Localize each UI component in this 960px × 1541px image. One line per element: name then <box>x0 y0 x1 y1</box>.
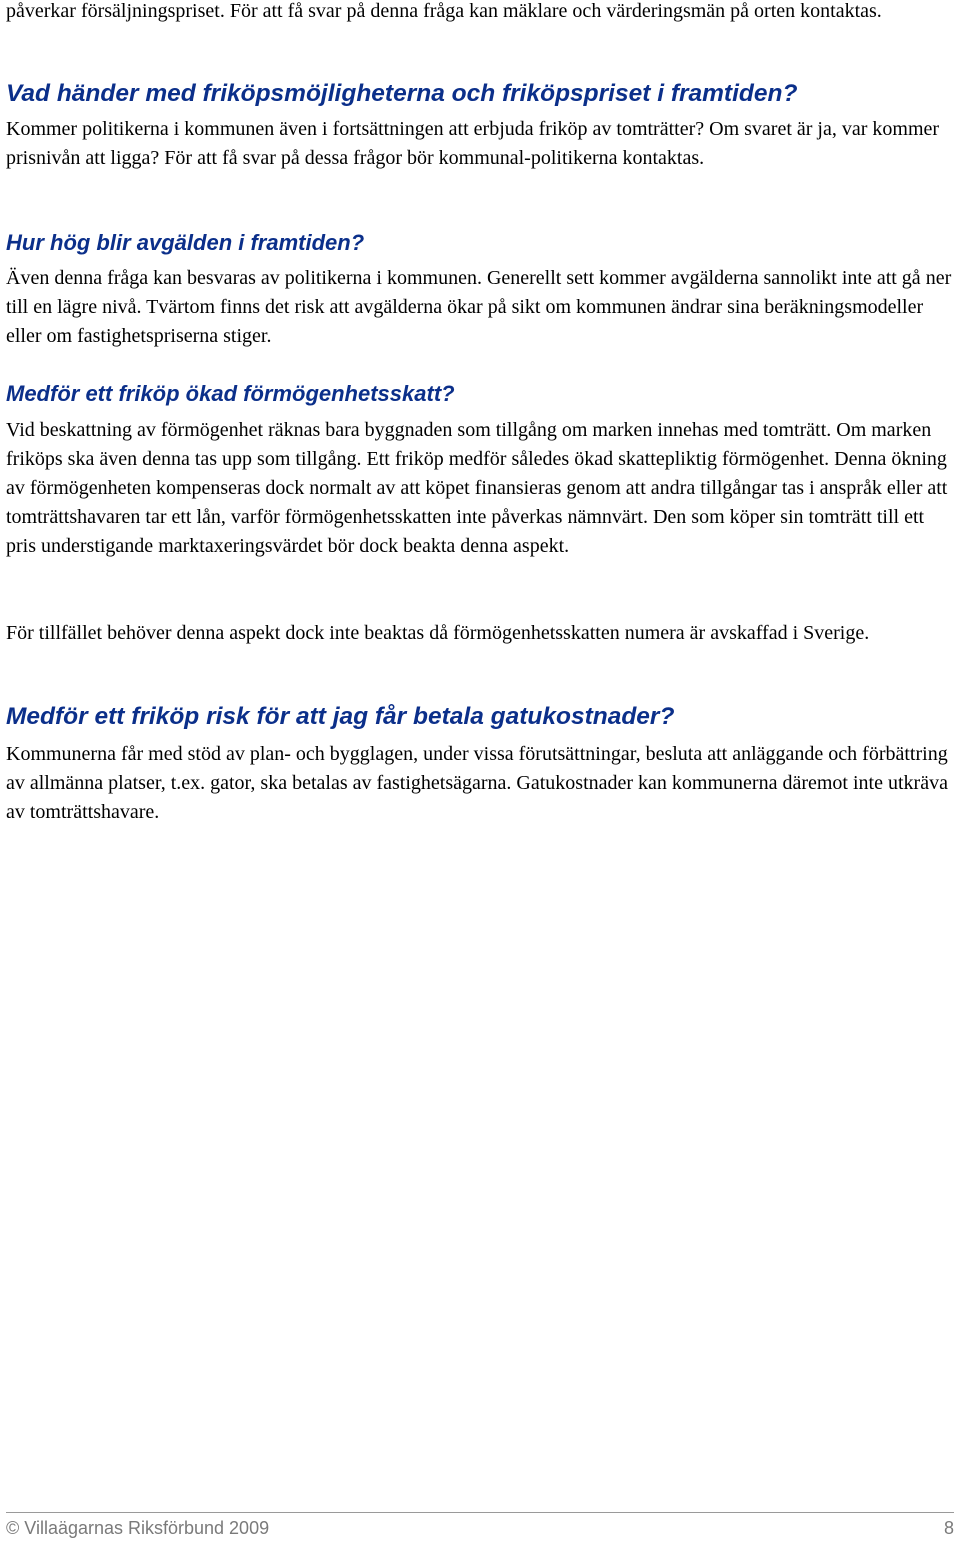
heading-avgald: Hur hög blir avgälden i framtiden? <box>6 230 365 255</box>
footer-copyright: © Villaägarnas Riksförbund 2009 <box>6 1518 270 1538</box>
page-footer <box>6 1512 954 1541</box>
paragraph-avgald: Även denna fråga kan besvaras av politikerna i kommunen. Generellt sett kommer avgälderna sannolikt inte att gå ner till en lägre nivå. Tvärtom finns det risk att avgälderna ökar på sikt om kommunen ändrar sina beräkningsmodeller eller om fastighetspriserna stiger. <box>6 267 952 347</box>
page-number: 8 <box>943 1518 954 1538</box>
paragraph-continuation: påverkar försäljningspriset. För att få svar på denna fråga kan mäklare och värderingsmän på orten kontaktas. <box>6 0 882 22</box>
paragraph-gatukostnader: Kommunerna får med stöd av plan- och bygglagen, under vissa förutsättningar, besluta att anläggande och förbättring av allmänna platser, t.ex. gator, ska betalas av fastighetsägarna. Gatukostnader kan kommunerna däremot inte utkräva av tomträttshavare. <box>6 743 948 823</box>
heading-formogenhetsskatt: Medför ett friköp ökad förmögenhetsskatt? <box>6 381 455 406</box>
heading-gatukostnader: Medför ett friköp risk för att jag får betala gatukostnader? <box>6 703 675 730</box>
heading-frikop-framtid: Vad händer med friköpsmöjligheterna och friköpspriset i framtiden? <box>6 80 798 107</box>
paragraph-frikop-framtid: Kommer politikerna i kommunen även i fortsättningen att erbjuda friköp av tomträtter? Om svaret är ja, var kommer prisnivån att ligga? För att få svar på dessa frågor bör kommunal-politikerna kontaktas. <box>6 118 940 169</box>
paragraph-skatt-avskaffad: För tillfället behöver denna aspekt dock inte beaktas då förmögenhetsskatten numera är avskaffad i Sverige. <box>6 622 870 644</box>
paragraph-formogenhetsskatt: Vid beskattning av förmögenhet räknas bara byggnaden som tillgång om marken innehas med tomträtt. Om marken friköps ska även denna tas upp som tillgång. Ett friköp medför således ökad skattepliktig förmögenhet. Denna ökning av förmögenheten kompenseras dock normalt av att köpet finansieras genom att andra tillgångar tas i anspråk eller att tomträttshavaren tar ett lån, varför förmögenhetsskatten inte påverkas nämnvärt. Den som köper sin tomträtt till ett pris understigande marktaxeringsvärdet bör dock beakta denna aspekt. <box>6 419 948 557</box>
